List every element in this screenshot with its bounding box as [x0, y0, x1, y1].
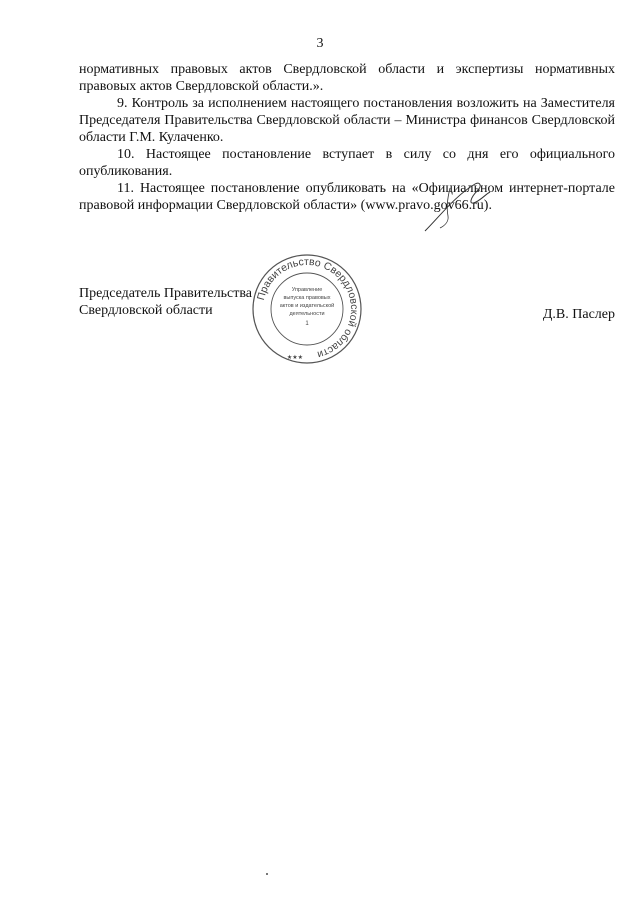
page-number: 3: [316, 36, 324, 51]
scan-artifact-dot: [266, 873, 268, 875]
seal-inner-line1: Управление: [291, 287, 323, 293]
signer-title: [79, 285, 252, 319]
seal-outer-text: Правительство Свердловской области: [254, 255, 361, 361]
seal-inner-line2: выпуска правовых: [283, 295, 331, 301]
official-seal: [251, 253, 363, 365]
paragraph-10: 10. Настоящее постановление вступает в силу со дня его официального опубликования.: [79, 147, 615, 179]
seal-number: 1: [305, 321, 309, 327]
body-text: [79, 61, 615, 214]
paragraph-11: 11. Настоящее постановление опубликовать на «Официальном интернет-портале правовой информации Свердловской области» (www.pravo.gov66.ru).: [79, 181, 615, 213]
paragraph-continuation: нормативных правовых актов Свердловской области и экспертизы нормативных правовых актов Свердловской области.».: [79, 62, 615, 94]
seal-inner-line4: деятельности: [289, 311, 325, 317]
signer-title-line1: Председатель Правительства: [79, 286, 252, 301]
handwritten-signature: [420, 176, 500, 234]
signer-name: Д.В. Паслер: [542, 307, 615, 322]
seal-inner-line3: актов и издательской: [279, 303, 335, 309]
seal-stars: ★★★: [286, 355, 304, 361]
signer-title-line2: Свердловской области: [79, 303, 213, 318]
paragraph-9: 9. Контроль за исполнением настоящего постановления возложить на Заместителя Председателя Правительства Свердловской области – Министра финансов Свердловской области Г.М. Кулаченко.: [79, 96, 615, 145]
